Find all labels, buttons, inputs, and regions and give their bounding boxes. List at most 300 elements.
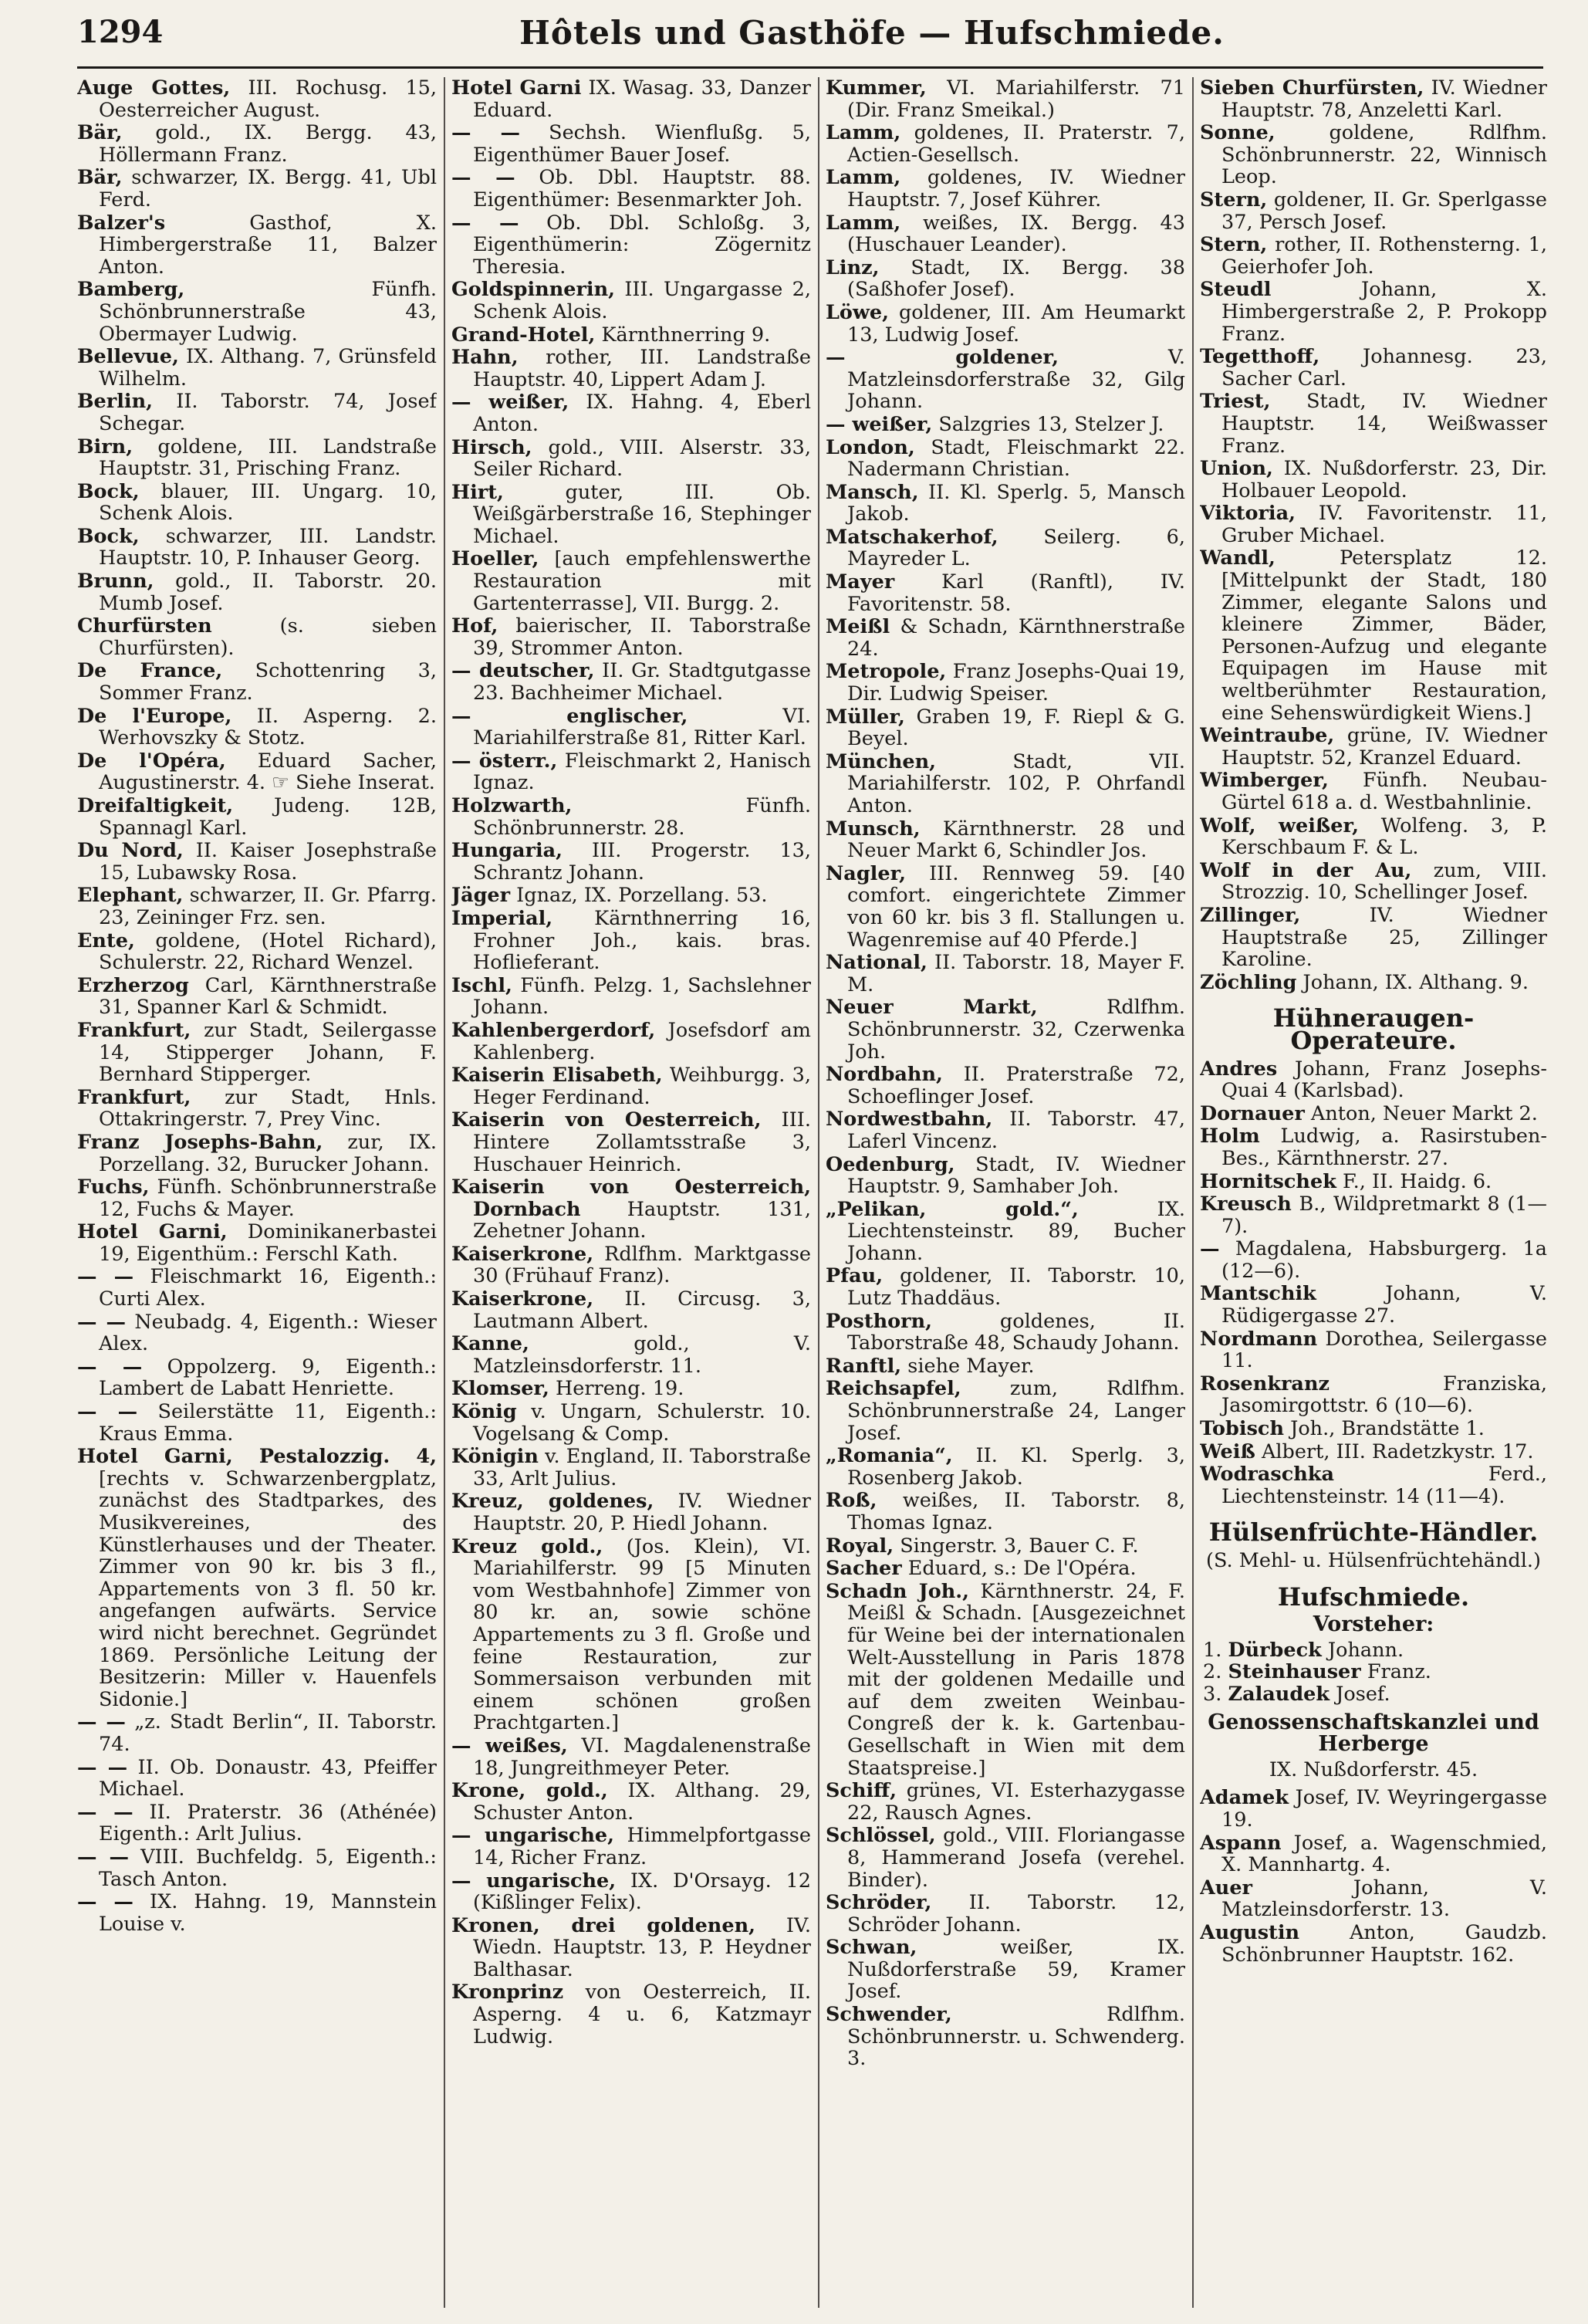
directory-entry (77, 122, 437, 166)
directory-entry (826, 257, 1185, 301)
entry-name: De l'Opéra, (77, 749, 226, 773)
directory-entry (77, 660, 437, 704)
vorsteher-details: Josef. (1330, 1682, 1390, 1706)
entry-name: Kreuz, goldenes, (451, 1490, 654, 1514)
entry-name: Bock, (77, 479, 140, 503)
entry-details: baierischer, II. Taborstraße 39, Strommer Anton. (473, 614, 811, 660)
entry-name: Kaiserin von Oesterreich, Dornbach (451, 1176, 811, 1221)
entry-details: II. Praterstr. 36 (Athénée) Eigenth.: Arlt Julius. (99, 1800, 437, 1846)
entry-details: IX. D'Orsayg. 12 (Kißlinger Felix). (473, 1869, 811, 1915)
directory-entry (1200, 189, 1547, 233)
entry-details: zur Stadt, Hnls. Ottakringerstr. 7, Prey Vinc. (99, 1085, 437, 1132)
directory-entry (77, 391, 437, 435)
entry-name: Aspann (1200, 1831, 1282, 1855)
directory-entry (451, 324, 811, 347)
vorsteher-number: 3. (1203, 1682, 1222, 1706)
directory-entry (77, 1846, 437, 1890)
entry-details: Petersplatz 12. [Mittelpunkt der Stadt, 180 Zimmer, elegante Salons und kleinere Zimmer, Bäder, Personen-Aufzug und elegante Equipagen im Hause mit weltberühmter Restauration, eine Sehenswürdigkeit Wiens.] (1221, 546, 1547, 725)
vorsteher-item (1200, 1683, 1547, 1706)
directory-entry (451, 1446, 811, 1490)
directory-entry (826, 706, 1185, 750)
entry-name: Klomser, (451, 1377, 549, 1401)
entry-name: — deutscher, (451, 659, 595, 683)
entry-name: — — (77, 1845, 129, 1869)
entry-details: Wolfeng. 3, P. Kerschbaum F. & L. (1221, 814, 1547, 860)
column-3 (826, 77, 1185, 2308)
entry-name: Bär, (77, 121, 123, 145)
entry-details: Sechsh. Wienflußg. 5, Eigenthümer Bauer Josef. (473, 121, 811, 167)
entry-name: Nagler, (826, 861, 907, 885)
directory-entry (826, 952, 1185, 996)
entry-name: Nordwestbahn, (826, 1108, 993, 1132)
entry-details: weißer, IX. Nußdorferstraße 59, Kramer Josef. (847, 1936, 1185, 2004)
entry-name: — weißer, (451, 391, 569, 414)
directory-entry (77, 481, 437, 525)
section-heading-huelsenfruechte: Hülsenfrüchte-Händler. (1208, 1517, 1539, 1548)
entry-name: — — (77, 1310, 127, 1334)
entry-name: — — (77, 1890, 133, 1914)
column-divider (818, 77, 819, 2308)
entry-name: Kanne, (451, 1332, 529, 1356)
entry-details: Stadt, IV. Wiedner Hauptstr. 14, Weißwasser Franz. (1221, 390, 1547, 458)
entry-name: De l'Europe, (77, 704, 232, 728)
directory-entry (1200, 1787, 1547, 1831)
directory-entry (826, 167, 1185, 211)
entry-details: Anton, Gaudzb. Schönbrunner Hauptstr. 162. (1221, 1920, 1547, 1967)
directory-entry (451, 1915, 811, 1981)
entry-name: Müller, (826, 705, 905, 729)
entry-name: Schwan, (826, 1936, 917, 1960)
entry-details: Karl (Ranftl), IV. Favoritenstr. 58. (847, 570, 1185, 616)
entry-name: Holzwarth, (451, 794, 573, 817)
entry-name: De France, (77, 659, 223, 683)
entry-details: IV. Wiedner Hauptstraße 25, Zillinger Karoline. (1221, 903, 1547, 972)
entry-details: zum, VIII. Strozzig. 10, Schellinger Josef. (1221, 858, 1547, 905)
directory-entry (1200, 1373, 1547, 1417)
entry-details: Graben 19, F. Riepl & G. Beyel. (847, 705, 1185, 751)
directory-entry (1200, 1832, 1547, 1876)
directory-entry (826, 818, 1185, 862)
entry-details: zur Stadt, Seilergasse 14, Stipperger Johann, F. Bernhard Stipperger. (99, 1018, 437, 1087)
entry-details: VI. Magdalenenstraße 18, Jungreithmeyer Peter. (473, 1734, 811, 1780)
entry-details: IV. Wiedner Hauptstr. 78, Anzeletti Karl. (1221, 77, 1547, 122)
column-4 (1200, 77, 1547, 2308)
directory-entry (77, 1221, 437, 1265)
directory-entry (451, 1333, 811, 1377)
entry-name: Hotel Garni, (77, 1220, 228, 1244)
vorsteher-name: Zalaudek (1228, 1682, 1330, 1706)
directory-entry (451, 1981, 811, 2048)
directory-entry (451, 1735, 811, 1779)
entry-name: Augustin (1200, 1920, 1300, 1944)
directory-entry (826, 1378, 1185, 1444)
entry-details: Gasthof, X. Himbergerstraße 11, Balzer Anton. (99, 211, 437, 279)
entry-details: Singerstr. 3, Bauer C. F. (894, 1534, 1139, 1558)
directory-entry (1200, 122, 1547, 188)
directory-entry (451, 1870, 811, 1914)
directory-entry (77, 436, 437, 480)
entry-name: Stern, (1200, 188, 1268, 211)
section-heading-hufschmiede: Hufschmiede. (1277, 1581, 1470, 1612)
entry-details: Fünfh. Schönbrunnerstraße 12, Fuchs & Mayer. (99, 1176, 437, 1221)
entry-details: Ignaz, IX. Porzellang. 53. (510, 884, 768, 908)
entry-name: — ungarische, (451, 1869, 617, 1893)
entry-name: Rosenkranz (1200, 1372, 1330, 1395)
kanzlei-address: IX. Nußdorferstr. 45. (1269, 1757, 1478, 1781)
directory-entry (826, 122, 1185, 166)
column-divider (444, 77, 445, 2308)
entry-name: Fuchs, (77, 1176, 150, 1199)
entry-name: — — (77, 1355, 143, 1379)
directory-entry (451, 795, 811, 839)
entry-details: Albert, III. Radetzkystr. 17. (1255, 1439, 1534, 1463)
entry-name: Mayer (826, 570, 895, 594)
directory-entry (1200, 1441, 1547, 1463)
entry-details: II. Kl. Sperlg. 5, Mansch Jakob. (847, 480, 1185, 526)
directory-entry (77, 705, 437, 749)
entry-details: IV. Favoritenstr. 11, Gruber Michael. (1221, 502, 1547, 547)
column-2 (451, 77, 811, 2308)
directory-entry (451, 1490, 811, 1534)
entry-details: Oppolzerg. 9, Eigenth.: Lambert de Labatt Henriette. (99, 1355, 437, 1401)
directory-entry (451, 1780, 811, 1824)
entry-details: Johann, V. Matzleinsdorferstr. 13. (1221, 1876, 1547, 1922)
entry-name: Meißl (826, 615, 890, 639)
entry-details: Kärnthnerstr. 28 und Neuer Markt 6, Schindler Jos. (847, 817, 1185, 863)
entry-name: Hirt, (451, 480, 504, 504)
directory-entry (1200, 1193, 1547, 1237)
directory-entry (77, 1020, 437, 1086)
entry-name: Hornitschek (1200, 1169, 1336, 1193)
directory-entry (451, 705, 811, 749)
entry-name: Wandl, (1200, 546, 1275, 570)
entry-name: Sieben Churfürsten, (1200, 77, 1424, 100)
directory-entry (826, 1064, 1185, 1108)
entry-name: Roß, (826, 1489, 877, 1513)
entry-name: Sonne, (1200, 121, 1275, 145)
entry-name: — österr., (451, 749, 558, 773)
entry-details: goldener, II. Taborstr. 10, Lutz Thaddäus. (847, 1264, 1185, 1311)
directory-entry (1200, 458, 1547, 502)
entry-details: II. Taborstr. 18, Mayer F. M. (847, 951, 1185, 996)
directory-entry (77, 279, 437, 345)
entry-name: Tegetthoff, (1200, 345, 1320, 369)
directory-entry (1200, 1922, 1547, 1966)
directory-entry (451, 1020, 811, 1064)
directory-entry (826, 1311, 1185, 1355)
vorsteher-list (1200, 1639, 1547, 1706)
sub-heading-kanzlei: Genossenschaftskanzlei und Herberge (1208, 1710, 1539, 1757)
entry-details: Fleischmarkt 16, Eigenth.: Curti Alex. (99, 1265, 437, 1311)
directory-entry (451, 1536, 811, 1734)
entry-details: v. Ungarn, Schulerstr. 10. Vogelsang & Comp. (473, 1400, 811, 1446)
directory-entry (826, 414, 1185, 436)
entry-name: Balzer's (77, 211, 166, 235)
entry-details: Stadt, IX. Bergg. 38 (Saßhofer Josef). (847, 255, 1185, 302)
entry-name: Linz, (826, 255, 880, 279)
entry-details: III. Ungargasse 2, Schenk Alois. (473, 278, 811, 323)
entry-name: Löwe, (826, 300, 889, 324)
directory-entry (451, 1243, 811, 1287)
directory-entry (1200, 1058, 1547, 1102)
directory-entry (77, 885, 437, 929)
entry-details: II. Gr. Stadtgutgasse 23. Bachheimer Michael. (473, 659, 811, 705)
entry-details: goldenes, II. Praterstr. 7, Actien-Gesellsch. (847, 121, 1185, 167)
entry-details: Herreng. 19. (549, 1377, 684, 1401)
directory-entry (826, 1825, 1185, 1891)
directory-entry (451, 750, 811, 794)
entry-details: IX. Wasag. 33, Danzer Eduard. (473, 77, 811, 122)
directory-entry (826, 302, 1185, 346)
entry-name: Hirsch, (451, 435, 532, 459)
entry-name: London, (826, 435, 915, 459)
entry-details: Rdlfhm. Marktgasse 30 (Frühauf Franz). (473, 1242, 811, 1288)
entry-name: Ranftl, (826, 1354, 902, 1378)
vorsteher-item (1200, 1661, 1547, 1683)
entry-details: Neubadg. 4, Eigenth.: Wieser Alex. (99, 1310, 437, 1356)
directory-entry (77, 1087, 437, 1131)
entry-name: — englischer, (451, 704, 688, 728)
directory-entry (451, 1288, 811, 1332)
directory-entry (826, 1108, 1185, 1152)
entry-details: Himmelpfortgasse 14, Richer Franz. (473, 1824, 811, 1869)
directory-entry (451, 391, 811, 435)
directory-entry (77, 840, 437, 884)
entry-details: Carl, Kärnthnerstraße 31, Spanner Karl & Schmidt. (99, 973, 437, 1020)
entry-details: Seilerg. 6, Mayreder L. (847, 525, 1185, 571)
directory-entry (1200, 1171, 1547, 1193)
directory-entry (1200, 1328, 1547, 1372)
entry-name: Grand-Hotel, (451, 323, 596, 347)
directory-entry (1200, 1103, 1547, 1125)
entry-name: Hotel Garni, Pestalozzig. 4, (77, 1445, 437, 1469)
entry-name: Churfürsten (77, 614, 212, 638)
entry-name: — weißes, (451, 1734, 568, 1757)
entry-name: Wodraschka (1200, 1463, 1334, 1487)
directory-entry (826, 1892, 1185, 1936)
entry-details: Fünfh. Neubau-Gürtel 618 a. d. Westbahnlinie. (1221, 769, 1547, 814)
entry-details: siehe Mayer. (901, 1354, 1035, 1378)
entry-name: — — (77, 1755, 128, 1779)
directory-entry (826, 1558, 1185, 1580)
entry-name: Bär, (77, 166, 123, 190)
entry-name: Lamm, (826, 211, 901, 235)
entry-name: Wimberger, (1200, 769, 1329, 793)
entry-name: Auge Gottes, (77, 77, 231, 100)
directory-entry (1200, 234, 1547, 278)
directory-entry (77, 212, 437, 279)
entry-name: Frankfurt, (77, 1085, 191, 1109)
entry-name: — — (451, 211, 519, 235)
entry-details: blauer, III. Ungarg. 10, Schenk Alois. (99, 479, 437, 526)
section-huehneraugen-entries (1200, 1058, 1547, 1508)
entry-details: Josefsdorf am Kahlenberg. (473, 1018, 811, 1064)
entry-name: Kaiserin von Oesterreich, (451, 1108, 762, 1132)
entry-details: III. Progerstr. 13, Schrantz Johann. (473, 839, 811, 885)
entry-details: grünes, VI. Esterhazygasse 22, Rausch Agnes. (847, 1779, 1185, 1825)
directory-entry (826, 1535, 1185, 1558)
entry-details: IX. Liechtensteinstr. 89, Bucher Johann. (847, 1197, 1185, 1265)
directory-entry (1200, 1125, 1547, 1169)
entry-details: II. Taborstr. 47, Laferl Vincenz. (847, 1108, 1185, 1153)
entry-name: Ente, (77, 929, 135, 952)
entry-details: Johann, IX. Althang. 9. (1296, 970, 1529, 994)
entry-name: Schiff, (826, 1779, 897, 1803)
entry-name: Hahn, (451, 346, 519, 370)
entry-name: Erzherzog (77, 973, 189, 997)
entry-name: Andres (1200, 1057, 1278, 1081)
entry-name: Birn, (77, 435, 133, 458)
vorsteher-details: Franz. (1360, 1660, 1431, 1684)
entry-details: Stadt, Fleischmarkt 22. Nadermann Christian. (847, 435, 1185, 482)
entry-name: Kummer, (826, 77, 927, 100)
vorsteher-name: Dürbeck (1228, 1638, 1322, 1662)
directory-entry (451, 660, 811, 704)
directory-entry (77, 1356, 437, 1400)
entry-name: Munsch, (826, 817, 921, 841)
entry-details: IV. Wiedner Hauptstr. 20, P. Hiedl Johann. (473, 1490, 811, 1535)
entry-details: III. Rennweg 59. [40 comfort. eingerichtete Zimmer von 60 kr. bis 3 fl. Stallungen u. Wagenremise auf 40 Pferde.] (847, 861, 1185, 952)
directory-entry (1200, 972, 1547, 994)
entry-details: [rechts v. Schwarzenbergplatz, zunächst des Stadtparkes, des Musikvereines, des Künstlerhauses und der Theater. Zimmer von 90 kr. bis 3 fl., Appartements von 3 fl. 50 kr. angefangen aufwärts. Service wird nicht berechnet. Gegründet 1869. Persönliche Leitung der Besitzerin: Miller v. Hauenfels Sidonie.] (99, 1466, 437, 1711)
directory-entry (77, 1266, 437, 1310)
entry-name: Union, (1200, 457, 1273, 481)
directory-entry (826, 526, 1185, 570)
entry-details: goldener, II. Gr. Sperlgasse 37, Persch Josef. (1221, 188, 1547, 234)
column-4-entries (1200, 77, 1547, 993)
entry-details: Fünfh. Schönbrunnerstraße 43, Obermayer Ludwig. (99, 278, 437, 346)
directory-entry (77, 1132, 437, 1176)
entry-details: Stadt, VII. Mariahilferstr. 102, P. Ohrfandl Anton. (847, 749, 1185, 817)
entry-details: Johann, V. Rüdigergasse 27. (1221, 1282, 1547, 1328)
entry-details: Dorothea, Seilergasse 11. (1221, 1327, 1547, 1373)
directory-entry (1200, 1238, 1547, 1282)
entry-details: VI. Mariahilferstraße 81, Ritter Karl. (473, 704, 811, 750)
entry-name: Mansch, (826, 480, 919, 504)
entry-name: Hungaria, (451, 839, 563, 863)
directory-entry (1200, 391, 1547, 457)
entry-name: Weintraube, (1200, 724, 1335, 748)
entry-details: IX. Althang. 29, Schuster Anton. (473, 1779, 811, 1825)
directory-entry (451, 548, 811, 614)
directory-entry (77, 615, 437, 659)
entry-name: — ungarische, (451, 1824, 614, 1848)
column-divider (1192, 77, 1194, 2308)
entry-details: IX. Nußdorferstr. 23, Dir. Holbauer Leopold. (1221, 457, 1547, 502)
entry-name: Hof, (451, 614, 498, 638)
entry-name: Oedenburg, (826, 1152, 955, 1176)
directory-entry (826, 571, 1185, 615)
entry-details: grüne, IV. Wiedner Hauptstr. 52, Kranzel Eduard. (1221, 724, 1547, 770)
entry-name: Du Nord, (77, 839, 184, 863)
section-heading-huehneraugen: Hühneraugen-Operateure. (1272, 1003, 1475, 1055)
entry-details: II. Kaiser Josephstraße 15, Lubawsky Rosa. (99, 839, 437, 885)
directory-entry (451, 1378, 811, 1400)
directory-entry (451, 212, 811, 279)
entry-details: IX. Hahng. 4, Eberl Anton. (473, 391, 811, 436)
directory-entry (826, 1355, 1185, 1378)
entry-name: Adamek (1200, 1786, 1289, 1810)
entry-name: Mantschik (1200, 1282, 1316, 1306)
directory-entry (1200, 77, 1547, 121)
entry-details: Salzgries 13, Stelzer J. (932, 412, 1164, 436)
entry-details: VIII. Buchfeldg. 5, Eigenth.: Tasch Anton. (99, 1845, 437, 1891)
entry-name: Reichsapfel, (826, 1377, 961, 1401)
entry-details: F., II. Haidg. 6. (1336, 1169, 1492, 1193)
directory-entry (826, 661, 1185, 705)
entry-details: Ob. Dbl. Schloßg. 3, Eigenthümerin: Zögernitz Theresia. (473, 211, 811, 279)
entry-name: Bock, (77, 524, 140, 548)
entry-name: Dornauer (1200, 1101, 1305, 1125)
entry-details: II. Taborstr. 74, Josef Schegar. (99, 390, 437, 435)
entry-details: Schottenring 3, Sommer Franz. (99, 659, 437, 705)
directory-entry (826, 1265, 1185, 1309)
entry-name: Ischl, (451, 973, 512, 997)
entry-name: — — (77, 1800, 133, 1824)
entry-name: Schröder, (826, 1891, 932, 1915)
entry-details: Johannesg. 23, Sacher Carl. (1221, 345, 1547, 391)
directory-entry (451, 615, 811, 659)
entry-details: Kärnthnerstr. 24, F. Meißl & Schadn. [Ausgezeichnet für Weine bei der internationalen Welt-Ausstellung in Paris 1878 mit der goldenen Medaille und auf dem zweiten Weinbau-Congreß der k. k. Gartenbau-Gesellschaft in Wien mit dem Staatspreise.] (847, 1579, 1185, 1780)
entry-details: II. Circusg. 3, Lautmann Albert. (473, 1287, 811, 1333)
entry-name: — — (451, 166, 515, 190)
entry-name: Steudl (1200, 278, 1272, 302)
entry-name: Viktoria, (1200, 502, 1296, 526)
directory-entry (1200, 1877, 1547, 1921)
entry-details: Franziska, Jasomirgottstr. 6 (10—6). (1221, 1372, 1547, 1418)
directory-entry (77, 570, 437, 614)
directory-entry (826, 482, 1185, 526)
directory-entry (77, 1891, 437, 1935)
entry-details: B., Wildpretmarkt 8 (1—7). (1221, 1192, 1547, 1238)
entry-details: Rdlfhm. Schönbrunnerstr. 32, Czerwenka Joh. (847, 996, 1185, 1064)
entry-name: Kreusch (1200, 1192, 1292, 1216)
directory-entry (451, 482, 811, 548)
entry-details: schwarzer, II. Gr. Pfarrg. 23, Zeininger Frz. sen. (99, 884, 437, 929)
directory-entry (77, 1711, 437, 1755)
entry-details: Fleischmarkt 2, Hanisch Ignaz. (473, 749, 811, 795)
directory-entry (451, 437, 811, 481)
entry-name: — (1200, 1237, 1220, 1261)
entry-name: Kronen, drei goldenen, (451, 1913, 755, 1937)
entry-name: Zöchling (1200, 970, 1297, 994)
directory-entry (77, 346, 437, 390)
entry-details: Eduard, s.: De l'Opéra. (901, 1557, 1137, 1581)
directory-entry (826, 1445, 1185, 1489)
entry-details: (Jos. Klein), VI. Mariahilferstr. 99 [5 Minuten vom Westbahnhofe] Zimmer von 80 kr. an, sowie schöne Appartements zu 3 fl. Große und feine Restauration, zur Sommersaison verbunden mit einem schönen großen Prachtgarten.] (473, 1534, 811, 1735)
entry-name: Wolf in der Au, (1200, 858, 1412, 882)
entry-details: IX. Althang. 7, Grünsfeld Wilhelm. (99, 345, 437, 391)
directory-entry (451, 167, 811, 211)
entry-name: — — (77, 1710, 126, 1734)
entry-name: Krone, gold., (451, 1779, 608, 1803)
entry-name: „Pelikan, gold.“, (826, 1197, 1079, 1221)
entry-name: — — (451, 121, 520, 145)
directory-entry (826, 751, 1185, 817)
directory-entry (77, 1176, 437, 1220)
directory-entry (77, 930, 437, 974)
directory-entry (451, 279, 811, 323)
entry-details: schwarzer, IX. Bergg. 41, Ubl Ferd. (99, 166, 437, 211)
directory-entry (451, 1176, 811, 1243)
section-hufschmiede-entries (1200, 1787, 1547, 1966)
directory-entry (1200, 1283, 1547, 1327)
directory-entry (1200, 905, 1547, 971)
directory-entry (1200, 547, 1547, 724)
vorsteher-item (1200, 1639, 1547, 1662)
page-number: 1294 (77, 14, 164, 50)
entry-name: München, (826, 749, 937, 773)
